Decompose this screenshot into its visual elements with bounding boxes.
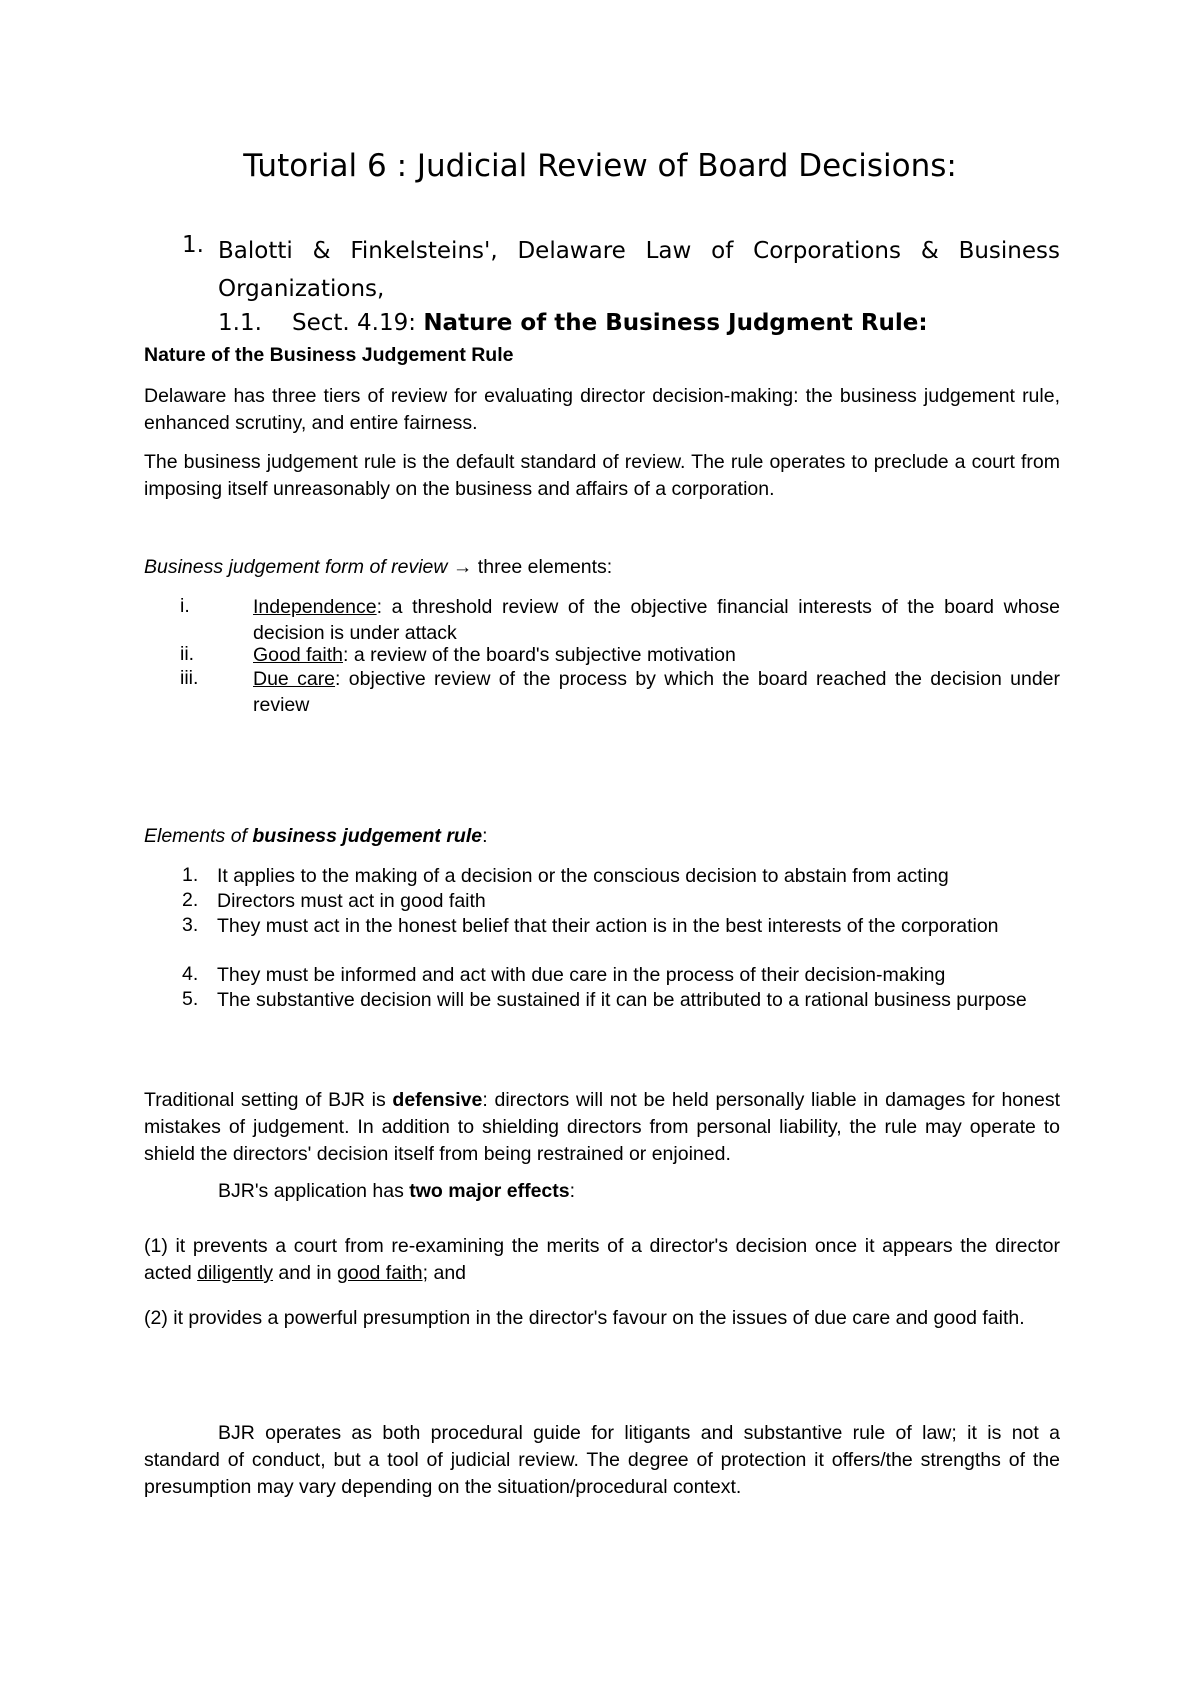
list-item-term: Independence bbox=[253, 596, 377, 618]
list-item: They must be informed and act with due care in the process of their decision-making bbox=[217, 964, 946, 986]
list-item bbox=[253, 595, 1060, 646]
list-item-term: Due care bbox=[253, 668, 336, 690]
elements-heading-italic: Elements of bbox=[144, 825, 253, 847]
heading-source bbox=[218, 232, 1060, 308]
elements-heading bbox=[144, 823, 1060, 850]
list-item-marker: 2. bbox=[182, 889, 199, 911]
list-item-marker: 5. bbox=[182, 988, 199, 1010]
heading-number: 1. bbox=[182, 232, 204, 258]
list-item-marker: 1. bbox=[182, 864, 199, 886]
heading-source-line2: Organizations, bbox=[218, 276, 385, 302]
list-item: The substantive decision will be sustained if it can be attributed to a rational business purpose bbox=[217, 989, 1027, 1011]
list-item-marker: 4. bbox=[182, 963, 199, 985]
list-item-text: : objective review of the process by which the board reached the decision under review bbox=[253, 668, 1061, 716]
list-item bbox=[253, 643, 1060, 669]
paragraph-tiers: Delaware has three tiers of review for evaluating director decision-making: the business judgement rule, enhanced scrutiny, and entire fairness. bbox=[144, 385, 1060, 434]
paragraph-effect-1 bbox=[144, 1233, 1060, 1287]
list-item-marker: ii. bbox=[180, 643, 195, 665]
bj-form-italic: Business judgement form of review bbox=[144, 556, 448, 578]
paragraph-default-standard: The business judgement rule is the default standard of review. The rule operates to preclude a court from imposing itself unreasonably on the business and affairs of a corporation. bbox=[144, 451, 1060, 500]
list-item: Directors must act in good faith bbox=[217, 890, 486, 912]
arrow-icon: → bbox=[452, 556, 473, 578]
list-item bbox=[253, 667, 1060, 718]
list-item-marker: iii. bbox=[180, 667, 199, 689]
para5-u2: good faith; bbox=[336, 1262, 429, 1284]
heading-source-line1: Balotti & Finkelsteins', Delaware Law of Corporations & Business bbox=[218, 238, 1060, 264]
bj-form-rest: three elements: bbox=[472, 556, 613, 578]
para4-bold: two major effects bbox=[409, 1180, 570, 1202]
list-item-text: : a threshold review of the objective financial interests of the board whose decision is under attack bbox=[253, 596, 1060, 644]
para5-u1: diligently bbox=[197, 1262, 274, 1284]
list-item-marker: i. bbox=[180, 595, 190, 617]
para4-a: BJR's application has bbox=[218, 1180, 410, 1202]
list-item-text: : a review of the board's subjective motivation bbox=[342, 644, 736, 666]
subheading-prefix: Sect. 4.19: bbox=[292, 310, 416, 336]
paragraph-procedural: BJR operates as both procedural guide for litigants and substantive rule of law; it is not a standard of conduct, but a tool of judicial review. The degree of protection it offers/the strengths of the presumption may vary depending on the situation/procedural context. bbox=[144, 1422, 1060, 1498]
list-item: They must act in the honest belief that their action is in the best interests of the corporation bbox=[217, 915, 999, 937]
list-item-term: Good faith bbox=[253, 644, 343, 666]
page-title: Tutorial 6 : Judicial Review of Board Decisions: bbox=[243, 148, 957, 184]
subheading-bold: Nature of the Business Judgment Rule: bbox=[423, 310, 928, 336]
paragraph-effect-2: (2) it provides a powerful presumption in the director's favour on the issues of due care and good faith. bbox=[144, 1307, 1025, 1329]
subheading-number: 1.1. bbox=[218, 310, 262, 336]
elements-heading-bold: business judgement rule bbox=[252, 825, 483, 847]
paragraph-two-effects bbox=[218, 1178, 1060, 1205]
para5-a: (1) it prevents a court from re-examining the merits of a director's decision once it appears the director acted bbox=[144, 1235, 1060, 1284]
para3-a: Traditional setting of BJR is bbox=[144, 1089, 393, 1111]
elements-heading-colon: : bbox=[482, 825, 488, 847]
list-item: It applies to the making of a decision or the conscious decision to abstain from acting bbox=[217, 865, 949, 887]
paragraph-defensive bbox=[144, 1087, 1060, 1168]
bj-form-line bbox=[144, 554, 1060, 581]
para3-bold: defensive bbox=[392, 1089, 483, 1111]
list-item-marker: 3. bbox=[182, 914, 199, 936]
para5-c: and bbox=[428, 1262, 467, 1284]
section-heading: Nature of the Business Judgement Rule bbox=[144, 344, 514, 366]
para4-b: : bbox=[569, 1180, 576, 1202]
subheading bbox=[292, 310, 928, 336]
para5-b: and in bbox=[273, 1262, 337, 1284]
para3-b: : directors will not be held personally liable in damages for honest mistakes of judgement. In addition to shielding directors from personal liability, the rule may operate to shield the directors' decision itself from being restrained or enjoined. bbox=[144, 1089, 1060, 1165]
